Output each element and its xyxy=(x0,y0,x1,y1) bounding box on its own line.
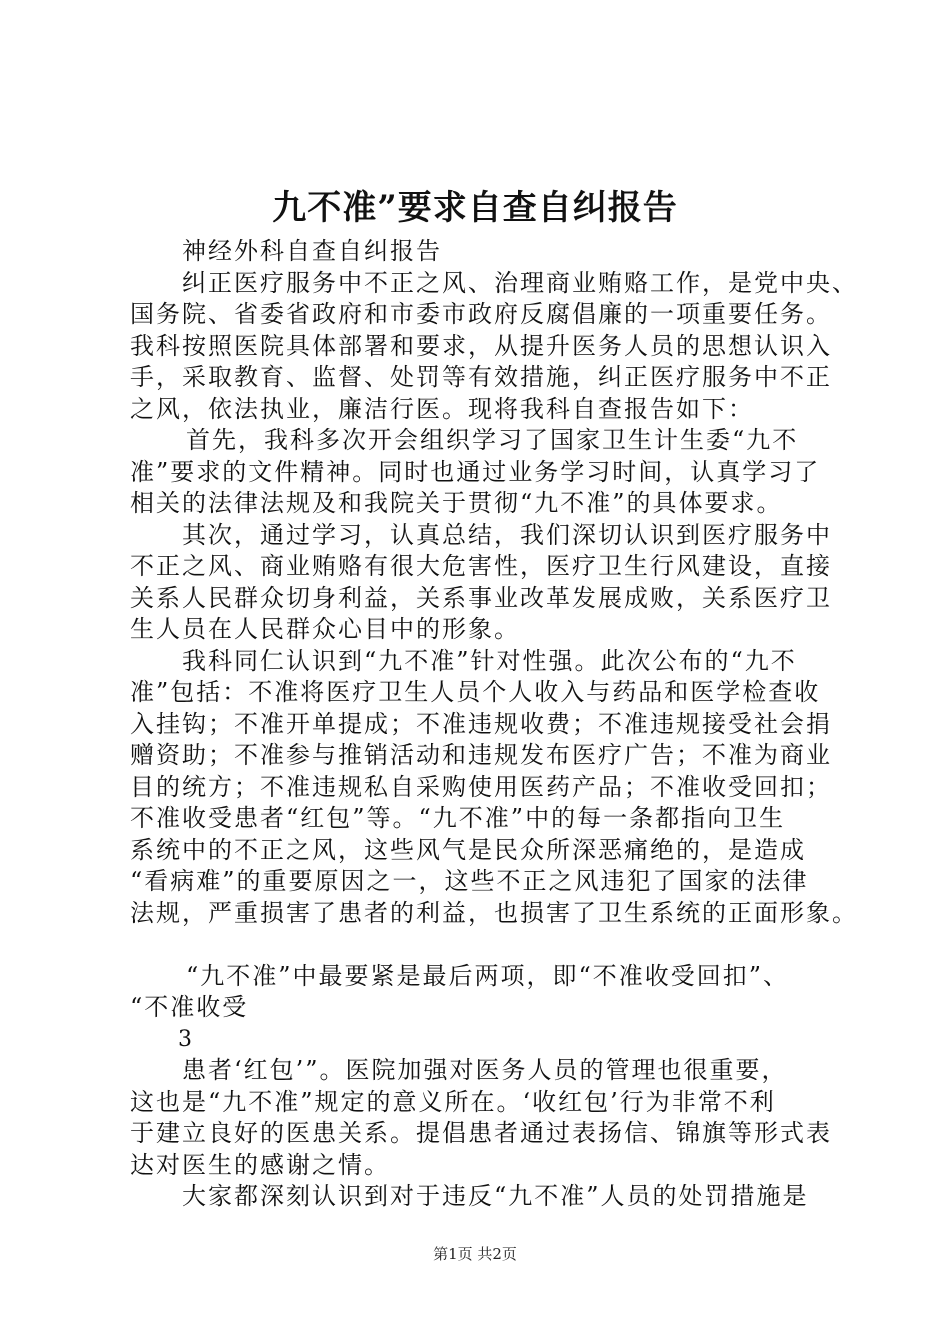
text-line: 赠资助；不准参与推销活动和违规发布医疗广告；不准为商业 xyxy=(130,741,832,769)
page-footer: 第1页 共2页 xyxy=(433,1245,517,1263)
text-line: 于建立良好的医患关系。提倡患者通过表扬信、锦旗等形式表 xyxy=(130,1119,832,1147)
text-line: 国务院、省委省政府和市委市政府反腐倡廉的一项重要任务。 xyxy=(130,300,832,328)
text-line: 生人员在人民群众心目中的形象。 xyxy=(130,615,520,643)
text-line: 不正之风、商业贿赂有很大危害性，医疗卫生行风建设，直接 xyxy=(130,552,832,580)
document-title: 九不准”要求自查自纠报告 xyxy=(272,188,678,228)
text-line: 首先，我科多次开会组织学习了国家卫生计生委“九不 xyxy=(186,426,799,454)
text-line: 目的统方；不准违规私自采购使用医药产品；不准收受回扣； xyxy=(130,772,832,801)
text-line: 我科同仁认识到“九不准”针对性强。此次公布的“九不 xyxy=(182,646,797,675)
document-body xyxy=(130,236,858,1213)
text-line: 准”包括：不准将医疗卫生人员个人收入与药品和医学检查收 xyxy=(130,678,821,706)
text-line: 手，采取教育、监督、处罚等有效措施，纠正医疗服务中不正 xyxy=(130,363,832,391)
text-line: 达对医生的感谢之情。 xyxy=(130,1150,390,1179)
text-line: 我科按照医院具体部署和要求，从提升医务人员的思想认识入 xyxy=(130,331,832,360)
text-line: 不准收受患者“红包”等。“九不准”中的每一条都指向卫生 xyxy=(130,804,786,832)
text-line: 准”要求的文件精神。同时也通过业务学习时间，认真学习了 xyxy=(130,457,821,486)
text-line: 患者‘红包’”。医院加强对医务人员的管理也很重要， xyxy=(182,1056,788,1084)
text-line: 纠正医疗服务中不正之风、治理商业贿赂工作，是党中央、 xyxy=(182,268,858,297)
blank-line xyxy=(130,929,830,961)
inline-page-number: 3 xyxy=(178,1026,194,1052)
text-line: 入挂钩；不准开单提成；不准违规收费；不准违规接受社会捐 xyxy=(130,709,832,738)
text-line: 这也是“九不准”规定的意义所在。‘收红包’行为非常不利 xyxy=(130,1087,776,1116)
text-line: “九不准”中最要紧是最后两项，即“不准收受回扣”、 xyxy=(186,961,790,990)
text-line: 之风，依法执业，廉洁行医。现将我科自查报告如下： xyxy=(130,394,754,423)
subtitle-line: 神经外科自查自纠报告 xyxy=(182,237,442,265)
text-line: “看病难”的重要原因之一，这些不正之风违犯了国家的法律 xyxy=(130,867,809,895)
text-line: 相关的法律法规及和我院关于贯彻“九不准”的具体要求。 xyxy=(130,489,783,517)
text-line: 法规，严重损害了患者的利益，也损害了卫生系统的正面形象。 xyxy=(130,898,858,927)
text-line: “不准收受 xyxy=(130,993,249,1021)
text-line: 关系人民群众切身利益，关系事业改革发展成败，关系医疗卫 xyxy=(130,583,832,612)
text-line: 其次，通过学习，认真总结，我们深切认识到医疗服务中 xyxy=(182,520,832,549)
text-line: 大家都深刻认识到对于违反“九不准”人员的处罚措施是 xyxy=(182,1182,809,1210)
text-line: 系统中的不正之风，这些风气是民众所深恶痛绝的，是造成 xyxy=(130,835,806,864)
